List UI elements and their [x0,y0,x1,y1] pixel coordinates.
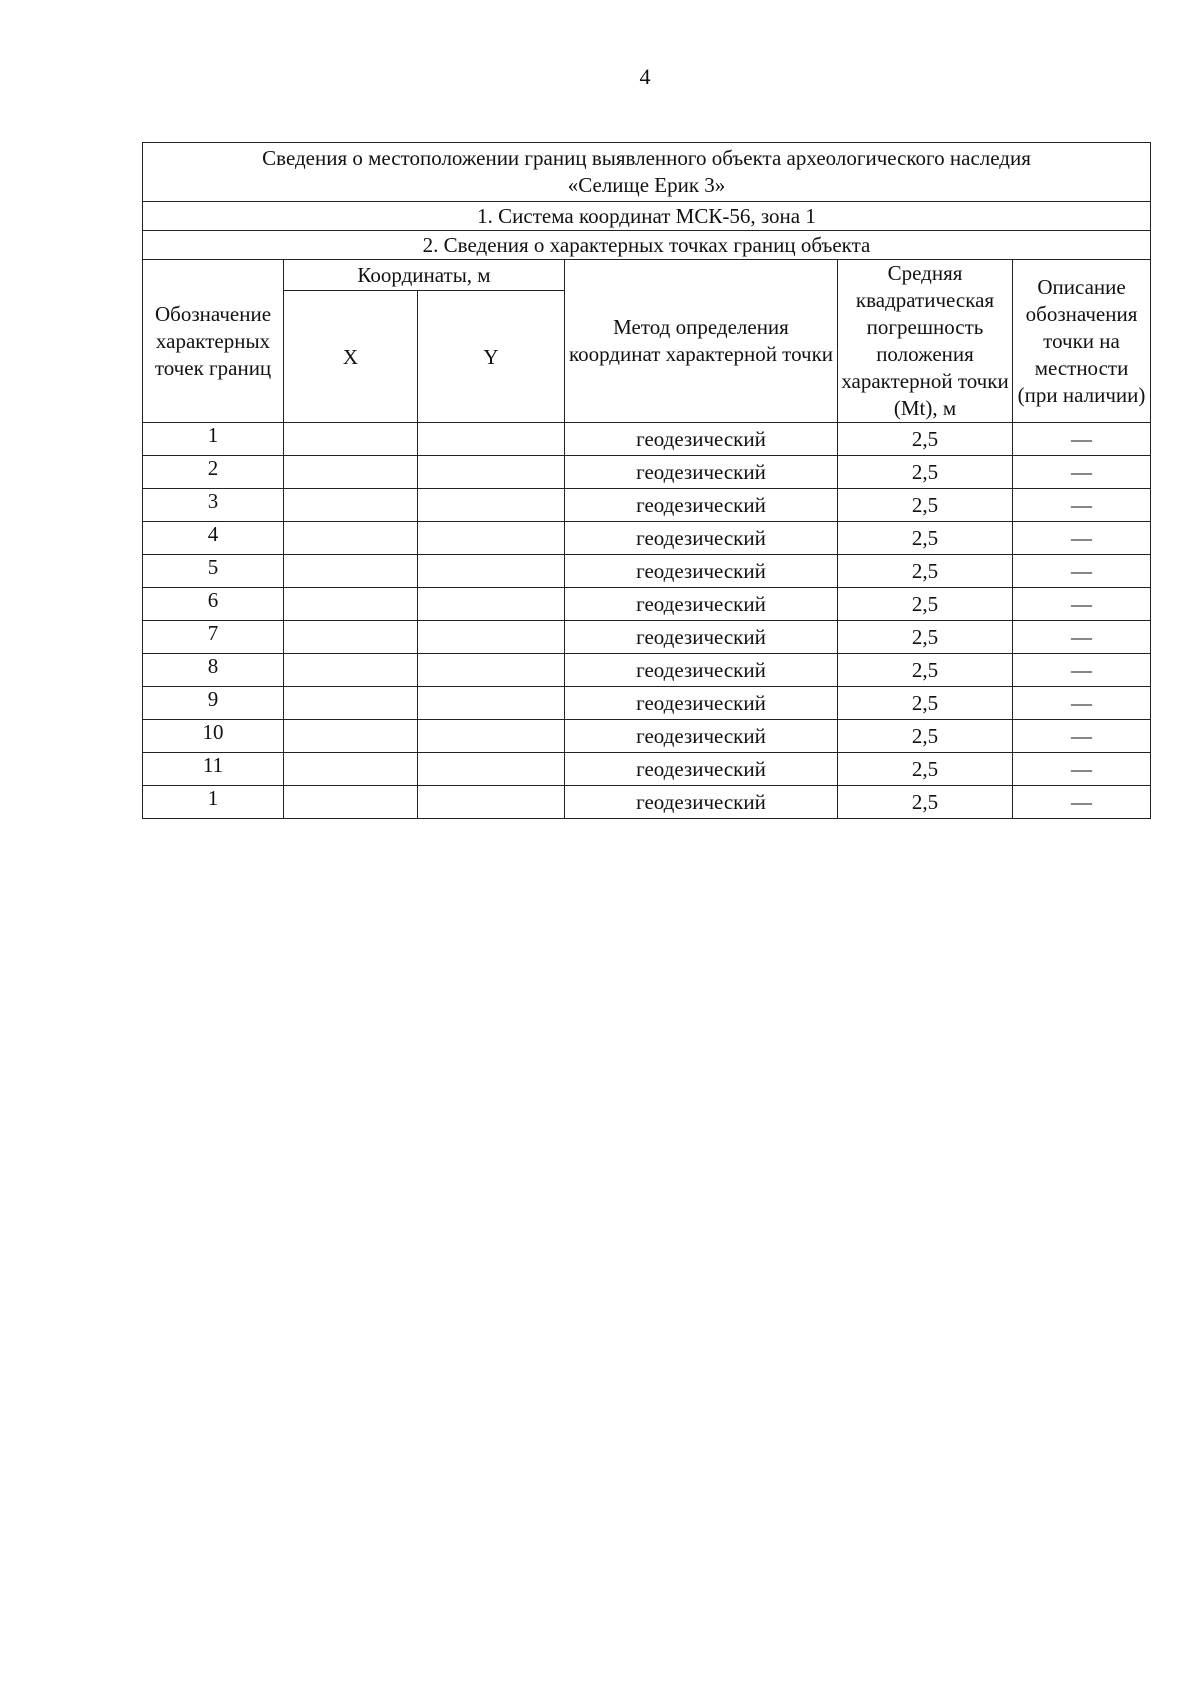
cell-y [418,753,565,786]
header-method: Метод определения координат характерной точки [565,260,838,423]
table-row [143,621,1151,654]
table-title-line2: «Селище Ерик 3» [567,173,726,197]
cell-y [418,555,565,588]
cell-description: — [1013,753,1151,786]
table-row [143,489,1151,522]
section-coordinate-system-row [143,202,1151,231]
header-x: X [284,291,418,423]
cell-x [284,522,418,555]
cell-x [284,489,418,522]
cell-x [284,720,418,753]
header-coordinates: Координаты, м [284,260,565,291]
header-error: Средняя квадратическая погрешность положения характерной точки (Mt), м [838,260,1013,423]
cell-point: 7 [143,621,284,654]
cell-point: 10 [143,720,284,753]
cell-error: 2,5 [838,621,1013,654]
cell-description: — [1013,786,1151,819]
cell-method: геодезический [565,456,838,489]
cell-method: геодезический [565,720,838,753]
cell-point: 3 [143,489,284,522]
cell-y [418,720,565,753]
table-title-row [143,143,1151,202]
cell-description: — [1013,588,1151,621]
cell-x [284,786,418,819]
cell-y [418,456,565,489]
cell-error: 2,5 [838,423,1013,456]
cell-method: геодезический [565,687,838,720]
cell-y [418,423,565,456]
cell-x [284,687,418,720]
table-row [143,720,1151,753]
table-row [143,555,1151,588]
table-row [143,456,1151,489]
cell-method: геодезический [565,423,838,456]
table-title-line1: Сведения о местоположении границ выявленного объекта археологического наследия [262,146,1031,170]
cell-description: — [1013,555,1151,588]
cell-x [284,456,418,489]
cell-description: — [1013,522,1151,555]
cell-method: геодезический [565,654,838,687]
cell-error: 2,5 [838,588,1013,621]
cell-error: 2,5 [838,687,1013,720]
cell-x [284,753,418,786]
cell-error: 2,5 [838,654,1013,687]
table-title [143,143,1151,202]
cell-point: 8 [143,654,284,687]
cell-method: геодезический [565,588,838,621]
cell-point: 5 [143,555,284,588]
cell-y [418,654,565,687]
cell-y [418,687,565,720]
cell-y [418,786,565,819]
cell-y [418,621,565,654]
cell-x [284,555,418,588]
cell-error: 2,5 [838,786,1013,819]
cell-x [284,654,418,687]
cell-error: 2,5 [838,555,1013,588]
section-characteristic-points: 2. Сведения о характерных точках границ объекта [143,231,1151,260]
cell-x [284,423,418,456]
table-row [143,687,1151,720]
cell-description: — [1013,489,1151,522]
cell-point: 9 [143,687,284,720]
table-row [143,522,1151,555]
cell-y [418,588,565,621]
cell-x [284,588,418,621]
cell-method: геодезический [565,753,838,786]
header-y: Y [418,291,565,423]
table-row [143,753,1151,786]
header-row-1 [143,260,1151,291]
table-row [143,588,1151,621]
cell-description: — [1013,456,1151,489]
header-description: Описание обозначения точки на местности (при наличии) [1013,260,1151,423]
cell-x [284,621,418,654]
cell-description: — [1013,654,1151,687]
cell-error: 2,5 [838,489,1013,522]
boundary-points-table [142,142,1151,819]
cell-point: 11 [143,753,284,786]
cell-error: 2,5 [838,720,1013,753]
cell-y [418,489,565,522]
cell-error: 2,5 [838,522,1013,555]
table-row [143,786,1151,819]
cell-error: 2,5 [838,753,1013,786]
cell-method: геодезический [565,621,838,654]
cell-description: — [1013,621,1151,654]
table-row [143,654,1151,687]
cell-method: геодезический [565,489,838,522]
cell-point: 6 [143,588,284,621]
cell-method: геодезический [565,555,838,588]
cell-description: — [1013,423,1151,456]
cell-point: 4 [143,522,284,555]
cell-point: 1 [143,423,284,456]
cell-method: геодезический [565,786,838,819]
table-row [143,423,1151,456]
section-characteristic-points-row [143,231,1151,260]
page-number: 4 [639,64,651,89]
cell-method: геодезический [565,522,838,555]
cell-error: 2,5 [838,456,1013,489]
cell-point: 1 [143,786,284,819]
cell-description: — [1013,687,1151,720]
section-coordinate-system: 1. Система координат МСК-56, зона 1 [143,202,1151,231]
cell-y [418,522,565,555]
cell-point: 2 [143,456,284,489]
header-point: Обозначение характерных точек границ [143,260,284,423]
cell-description: — [1013,720,1151,753]
